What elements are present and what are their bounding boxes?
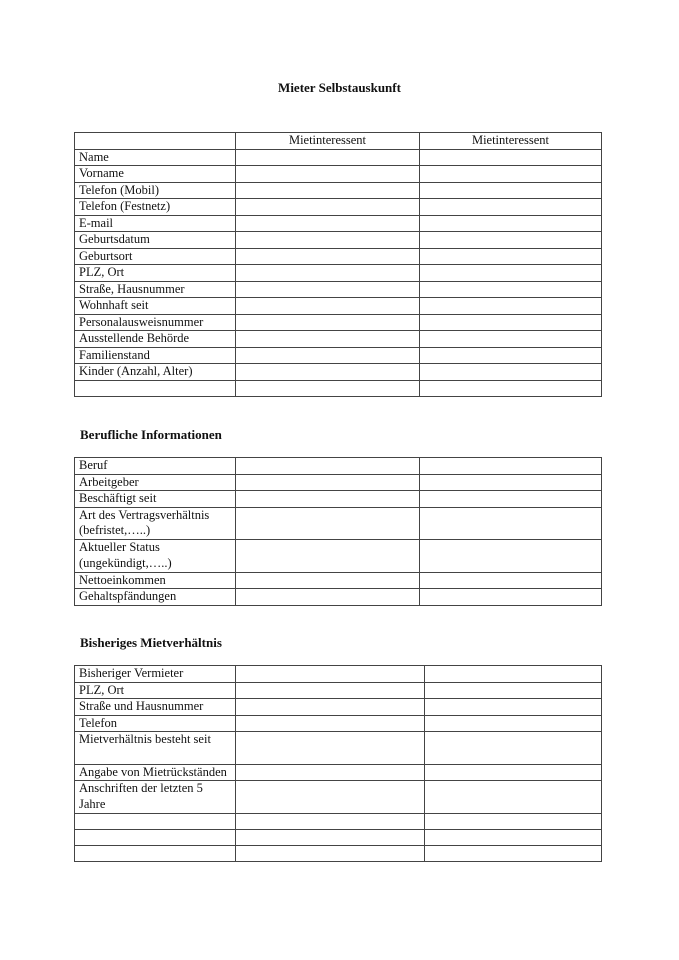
row-label: Familienstand xyxy=(75,347,236,364)
table-row xyxy=(75,281,602,298)
entry-cell-applicant-1[interactable] xyxy=(236,248,420,265)
entry-cell-2[interactable] xyxy=(420,474,602,491)
table-row xyxy=(75,764,602,781)
entry-cell-1[interactable] xyxy=(236,572,420,589)
table-row xyxy=(75,540,602,573)
row-label: Kinder (Anzahl, Alter) xyxy=(75,364,236,381)
table-row xyxy=(75,507,602,540)
entry-cell-applicant-2[interactable] xyxy=(420,347,602,364)
entry-cell-1[interactable] xyxy=(236,781,425,814)
table-row xyxy=(75,364,602,381)
row-label: Personalausweisnummer xyxy=(75,314,236,331)
entry-cell-2[interactable] xyxy=(425,715,602,732)
row-label: Telefon xyxy=(75,715,236,732)
row-label: Straße, Hausnummer xyxy=(75,281,236,298)
entry-cell-applicant-1[interactable] xyxy=(236,182,420,199)
row-label: Anschriften der letzten 5 Jahre xyxy=(75,781,236,814)
row-label: Ausstellende Behörde xyxy=(75,331,236,348)
entry-cell-2[interactable] xyxy=(420,458,602,475)
entry-cell-2[interactable] xyxy=(425,764,602,781)
entry-cell-2[interactable] xyxy=(425,846,602,862)
entry-cell-1[interactable] xyxy=(236,732,425,765)
entry-cell-applicant-2[interactable] xyxy=(420,298,602,315)
entry-cell-applicant-2[interactable] xyxy=(420,314,602,331)
entry-cell-1[interactable] xyxy=(236,507,420,540)
entry-cell-applicant-1[interactable] xyxy=(236,281,420,298)
table-row xyxy=(75,682,602,699)
row-label: Straße und Hausnummer xyxy=(75,699,236,716)
table-row xyxy=(75,265,602,282)
column-header: Mietinteressent xyxy=(420,133,602,150)
row-label xyxy=(75,380,236,396)
entry-cell-applicant-2[interactable] xyxy=(420,380,602,396)
entry-cell-applicant-2[interactable] xyxy=(420,281,602,298)
row-label: Bisheriger Vermieter xyxy=(75,666,236,683)
table-row xyxy=(75,781,602,814)
entry-cell-2[interactable] xyxy=(420,589,602,606)
entry-cell-1[interactable] xyxy=(236,474,420,491)
table-row xyxy=(75,699,602,716)
row-label: Mietverhältnis besteht seit xyxy=(75,732,236,765)
row-label: Nettoeinkommen xyxy=(75,572,236,589)
entry-cell-applicant-2[interactable] xyxy=(420,149,602,166)
entry-cell-applicant-2[interactable] xyxy=(420,232,602,249)
section-heading-employment: Berufliche Informationen xyxy=(80,427,222,442)
entry-cell-1[interactable] xyxy=(236,682,425,699)
entry-cell-2[interactable] xyxy=(420,540,602,573)
entry-cell-2[interactable] xyxy=(425,732,602,765)
table-row xyxy=(75,166,602,183)
section-heading-previous-tenancy: Bisheriges Mietverhältnis xyxy=(80,635,222,650)
table-row xyxy=(75,298,602,315)
entry-cell-2[interactable] xyxy=(425,813,602,829)
entry-cell-2[interactable] xyxy=(425,699,602,716)
entry-cell-applicant-2[interactable] xyxy=(420,265,602,282)
table-row xyxy=(75,458,602,475)
previous-tenancy-table xyxy=(74,665,602,862)
entry-cell-1[interactable] xyxy=(236,589,420,606)
table-row xyxy=(75,215,602,232)
row-label: Art des Vertragsverhältnis (befristet,…..) xyxy=(75,507,236,540)
entry-cell-1[interactable] xyxy=(236,764,425,781)
table-row xyxy=(75,732,602,765)
entry-cell-2[interactable] xyxy=(425,666,602,683)
entry-cell-applicant-2[interactable] xyxy=(420,182,602,199)
table-row xyxy=(75,589,602,606)
table-row xyxy=(75,846,602,862)
tenant-info-table xyxy=(74,132,602,397)
table-row xyxy=(75,182,602,199)
page-title: Mieter Selbstauskunft xyxy=(278,80,401,95)
entry-cell-1[interactable] xyxy=(236,540,420,573)
entry-cell-2[interactable] xyxy=(425,682,602,699)
entry-cell-2[interactable] xyxy=(420,491,602,508)
row-label: PLZ, Ort xyxy=(75,682,236,699)
entry-cell-applicant-1[interactable] xyxy=(236,314,420,331)
entry-cell-1[interactable] xyxy=(236,458,420,475)
entry-cell-applicant-1[interactable] xyxy=(236,331,420,348)
table-row xyxy=(75,331,602,348)
table-row xyxy=(75,572,602,589)
table-row xyxy=(75,232,602,249)
header-row xyxy=(75,133,602,150)
entry-cell-applicant-2[interactable] xyxy=(420,166,602,183)
row-label xyxy=(75,846,236,862)
entry-cell-applicant-1[interactable] xyxy=(236,166,420,183)
entry-cell-applicant-2[interactable] xyxy=(420,215,602,232)
row-label: Beschäftigt seit xyxy=(75,491,236,508)
column-header: Mietinteressent xyxy=(236,133,420,150)
entry-cell-applicant-1[interactable] xyxy=(236,232,420,249)
row-label: Name xyxy=(75,149,236,166)
table-row xyxy=(75,813,602,829)
table-row xyxy=(75,491,602,508)
entry-cell-1[interactable] xyxy=(236,829,425,845)
entry-cell-1[interactable] xyxy=(236,491,420,508)
entry-cell-applicant-1[interactable] xyxy=(236,149,420,166)
table-row xyxy=(75,829,602,845)
entry-cell-applicant-1[interactable] xyxy=(236,199,420,216)
table-row xyxy=(75,666,602,683)
entry-cell-applicant-2[interactable] xyxy=(420,248,602,265)
row-label: Vorname xyxy=(75,166,236,183)
table-row xyxy=(75,380,602,396)
row-label: Telefon (Festnetz) xyxy=(75,199,236,216)
row-label: Wohnhaft seit xyxy=(75,298,236,315)
entry-cell-applicant-1[interactable] xyxy=(236,364,420,381)
table-row xyxy=(75,347,602,364)
entry-cell-1[interactable] xyxy=(236,813,425,829)
entry-cell-applicant-2[interactable] xyxy=(420,331,602,348)
table-row xyxy=(75,149,602,166)
row-label xyxy=(75,829,236,845)
row-label: PLZ, Ort xyxy=(75,265,236,282)
row-label: E-mail xyxy=(75,215,236,232)
table-row xyxy=(75,199,602,216)
row-label: Angabe von Mietrückständen xyxy=(75,764,236,781)
column-header xyxy=(75,133,236,150)
entry-cell-2[interactable] xyxy=(425,829,602,845)
table-row xyxy=(75,474,602,491)
entry-cell-applicant-1[interactable] xyxy=(236,298,420,315)
row-label: Geburtsdatum xyxy=(75,232,236,249)
row-label: Gehaltspfändungen xyxy=(75,589,236,606)
entry-cell-applicant-1[interactable] xyxy=(236,265,420,282)
entry-cell-1[interactable] xyxy=(236,666,425,683)
entry-cell-2[interactable] xyxy=(420,572,602,589)
entry-cell-applicant-1[interactable] xyxy=(236,215,420,232)
entry-cell-1[interactable] xyxy=(236,846,425,862)
row-label: Beruf xyxy=(75,458,236,475)
entry-cell-2[interactable] xyxy=(425,781,602,814)
entry-cell-applicant-1[interactable] xyxy=(236,347,420,364)
row-label: Aktueller Status (ungekündigt,…..) xyxy=(75,540,236,573)
employment-table xyxy=(74,457,602,606)
table-row xyxy=(75,314,602,331)
entry-cell-applicant-2[interactable] xyxy=(420,199,602,216)
row-label xyxy=(75,813,236,829)
entry-cell-1[interactable] xyxy=(236,715,425,732)
entry-cell-applicant-2[interactable] xyxy=(420,364,602,381)
row-label: Arbeitgeber xyxy=(75,474,236,491)
table-row xyxy=(75,715,602,732)
entry-cell-2[interactable] xyxy=(420,507,602,540)
table-row xyxy=(75,248,602,265)
entry-cell-applicant-1[interactable] xyxy=(236,380,420,396)
row-label: Geburtsort xyxy=(75,248,236,265)
entry-cell-1[interactable] xyxy=(236,699,425,716)
row-label: Telefon (Mobil) xyxy=(75,182,236,199)
